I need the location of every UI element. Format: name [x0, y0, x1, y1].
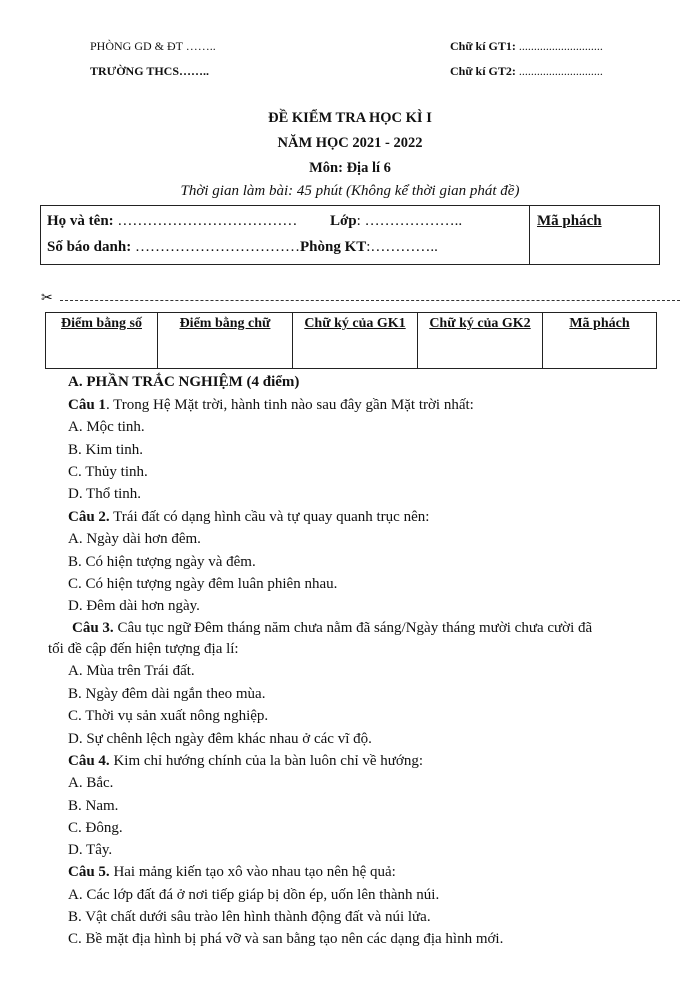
- question-4-option-a: A. Bắc.: [68, 775, 114, 791]
- question-2-option-d: D. Đêm dài hơn ngày.: [68, 598, 200, 614]
- grade-header-examiner1: Chữ ký của GK1: [293, 313, 418, 369]
- class-label: Lớp: [330, 213, 357, 229]
- question-4: [68, 753, 423, 770]
- signature-gt1-dots: ............................: [515, 39, 603, 53]
- question-3-option-d: D. Sự chênh lệch ngày đêm khác nhau ở các vĩ độ.: [68, 731, 372, 747]
- question-3: [72, 620, 592, 637]
- grade-header-examiner2: Chữ ký của GK2: [418, 313, 543, 369]
- cut-line: [60, 300, 680, 301]
- question-2: [68, 509, 429, 526]
- grade-table: [45, 312, 657, 369]
- candidate-number-line: [47, 239, 438, 256]
- signature-gt1-label: Chữ kí GT1:: [450, 39, 516, 53]
- signature-gt2: [450, 64, 603, 79]
- signature-gt2-dots: ............................: [515, 64, 603, 78]
- exam-title: ĐỀ KIỂM TRA HỌC KÌ I: [268, 110, 432, 126]
- question-2-option-a: A. Ngày dài hơn đêm.: [68, 531, 201, 547]
- question-4-option-c: C. Đông.: [68, 820, 123, 836]
- question-3-label: Câu 3.: [72, 620, 114, 636]
- ma-phach-label: Mã phách: [537, 213, 602, 229]
- school-label: TRƯỜNG THCS……..: [90, 64, 210, 78]
- question-5-label: Câu 5.: [68, 864, 110, 880]
- question-5: [68, 864, 396, 881]
- box-divider: [529, 206, 530, 264]
- question-5-option-a: A. Các lớp đất đá ở nơi tiếp giáp bị dồn ép, uốn lên thành núi.: [68, 887, 440, 903]
- section-a-title: A. PHẦN TRẮC NGHIỆM (4 điểm): [68, 374, 300, 390]
- question-1-text: . Trong Hệ Mặt trời, hành tinh nào sau đây gần Mặt trời nhất:: [105, 397, 474, 413]
- question-2-option-b: B. Có hiện tượng ngày và đêm.: [68, 554, 256, 570]
- question-2-option-c: C. Có hiện tượng ngày đêm luân phiên nhau.: [68, 576, 338, 592]
- class-dots: : ………………..: [356, 213, 463, 229]
- exam-room-dots: :…………..: [366, 239, 438, 255]
- question-4-option-d: D. Tây.: [68, 842, 113, 858]
- question-1: [68, 397, 474, 414]
- question-3-option-b: B. Ngày đêm dài ngắn theo mùa.: [68, 686, 266, 702]
- subject: Môn: Địa lí 6: [309, 160, 391, 176]
- grade-header-score-words: Điểm bằng chữ: [158, 313, 293, 369]
- grade-header-ma-phach: Mã phách: [543, 313, 657, 369]
- question-1-option-a: A. Mộc tinh.: [68, 419, 145, 435]
- class-line: [330, 213, 462, 230]
- question-4-text: Kim chỉ hướng chính của la bàn luôn chỉ về hướng:: [109, 753, 423, 769]
- grade-table-row: [46, 313, 657, 369]
- question-3-text: Câu tục ngữ Đêm tháng năm chưa nằm đã sáng/Ngày tháng mười chưa cười đã: [113, 620, 593, 636]
- signature-gt2-label: Chữ kí GT2:: [450, 64, 516, 78]
- exam-room-label: Phòng KT: [299, 239, 367, 255]
- candidate-number-dots: ……………………………: [131, 239, 300, 255]
- student-name-dots: ………………………………: [113, 213, 298, 229]
- question-5-option-c: C. Bề mặt địa hình bị phá vỡ và san bằng tạo nên các dạng địa hình mới.: [68, 931, 504, 947]
- question-3-text-cont: tối đề cập đến hiện tượng địa lí:: [48, 641, 239, 657]
- school-year: NĂM HỌC 2021 - 2022: [277, 135, 423, 151]
- question-5-text: Hai mảng kiến tạo xô vào nhau tạo nên hệ quả:: [109, 864, 396, 880]
- candidate-number-label: Số báo danh:: [47, 239, 132, 255]
- question-1-label: Câu 1: [68, 397, 106, 413]
- question-3-option-c: C. Thời vụ sản xuất nông nghiệp.: [68, 708, 269, 724]
- question-3-option-a: A. Mùa trên Trái đất.: [68, 663, 195, 679]
- question-2-label: Câu 2.: [68, 509, 110, 525]
- scissors-icon: ✂: [41, 291, 53, 306]
- question-1-option-b: B. Kim tinh.: [68, 442, 144, 458]
- duration-note: Thời gian làm bài: 45 phút (Không kể thời gian phát đề): [180, 183, 520, 199]
- question-1-option-d: D. Thổ tinh.: [68, 486, 142, 502]
- student-name-line: [47, 213, 297, 230]
- student-name-label: Họ và tên:: [47, 213, 114, 229]
- grade-header-score-number: Điểm bằng số: [46, 313, 158, 369]
- department-label: PHÒNG GD & ĐT ……..: [90, 39, 216, 53]
- question-4-label: Câu 4.: [68, 753, 110, 769]
- question-4-option-b: B. Nam.: [68, 798, 119, 814]
- signature-gt1: [450, 39, 603, 54]
- question-2-text: Trái đất có dạng hình cầu và tự quay quanh trục nên:: [109, 509, 430, 525]
- question-5-option-b: B. Vật chất dưới sâu trào lên hình thành động đất và núi lửa.: [68, 909, 431, 925]
- question-1-option-c: C. Thủy tinh.: [68, 464, 148, 480]
- student-info-box: [40, 205, 660, 265]
